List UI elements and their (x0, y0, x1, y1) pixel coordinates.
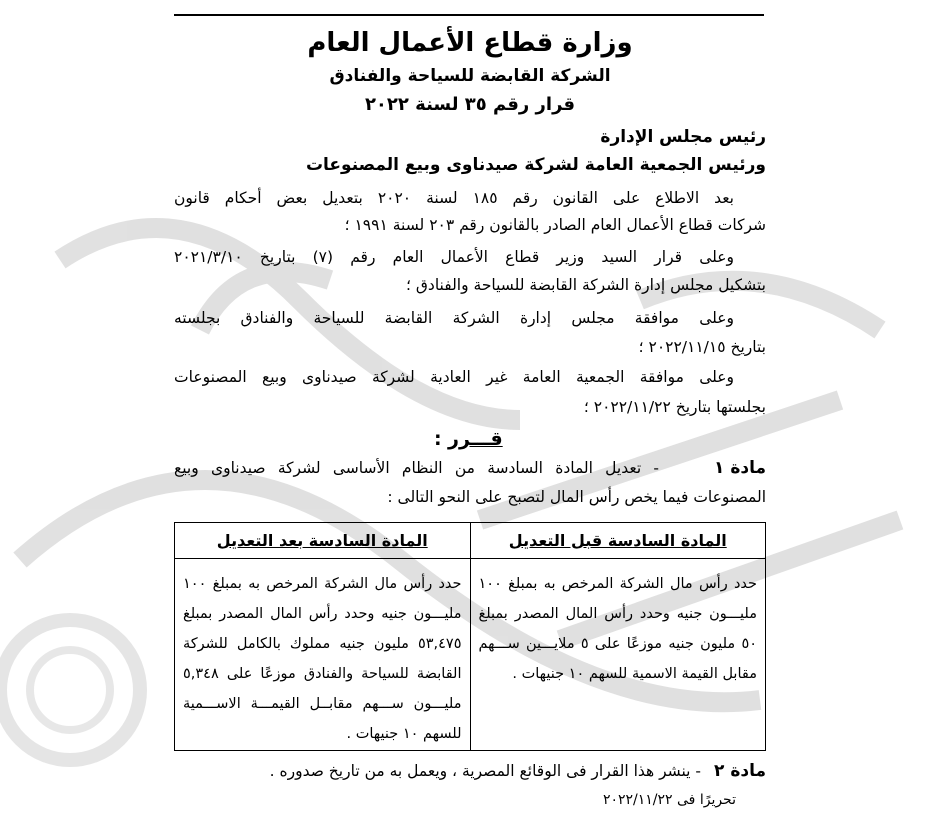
preamble-3-line-2: بتاريخ ٢٠٢٢/١١/١٥ ؛ (638, 338, 766, 356)
article-2-label: مادة ٢ (714, 761, 766, 781)
written-date: تحريرًا فى ٢٠٢٢/١١/٢٢ (602, 792, 736, 808)
header-before-amendment: المادة السادسة قبل التعديل (470, 523, 766, 559)
article-1-line-2: المصنوعات فيما يخص رأس المال لتصبح على النحو التالى : (387, 488, 766, 506)
preamble-1-line-1: بعد الاطلاع على القانون رقم ١٨٥ لسنة ٢٠٢٠ بتعديل بعض أحكام قانون (174, 189, 734, 207)
preamble-2-line-2: بتشكيل مجلس إدارة الشركة القابضة للسياحة والفنادق ؛ (406, 276, 766, 294)
preamble-3-line-1: وعلى موافقة مجلس إدارة الشركة القابضة للسياحة والفنادق بجلسته (174, 309, 734, 327)
issuer-line-2: ورئيس الجمعية العامة لشركة صيدناوى وبيع المصنوعات (305, 155, 766, 175)
article-2-text: - ينشر هذا القرار فى الوقائع المصرية ، ويعمل به من تاريخ صدوره . (269, 762, 701, 780)
company-name: الشركة القابضة للسياحة والفنادق (329, 66, 611, 86)
cell-before-amendment: حدد رأس مال الشركة المرخص به بمبلغ ١٠٠ مليـــون جنيه وحدد رأس المال المصدر بمبلغ ٥٠ مليون جنيه موزعًا على ٥ ملايـــين ســـهم مقابل القيمة الاسمية للسهم ١٠ جنيهات . (470, 559, 766, 751)
preamble-4-line-1: وعلى موافقة الجمعية العامة غير العادية لشركة صيدناوى وبيع المصنوعات (174, 368, 734, 386)
preamble-1-line-2: شركات قطاع الأعمال العام الصادر بالقانون رقم ٢٠٣ لسنة ١٩٩١ ؛ (344, 216, 766, 234)
preamble-4-line-2: بجلستها بتاريخ ٢٠٢٢/١١/٢٢ ؛ (583, 398, 766, 416)
preamble-2-line-1: وعلى قرار السيد وزير قطاع الأعمال العام رقم (٧) بتاريخ ٢٠٢١/٣/١٠ (174, 248, 735, 266)
header-after-amendment: المادة السادسة بعد التعديل (175, 523, 471, 559)
top-rule (174, 14, 764, 16)
comparison-table (174, 522, 766, 751)
decided-heading: قـــرر (448, 428, 503, 450)
article-1-label: مادة ١ (714, 458, 766, 478)
ministry-title: وزارة قطاع الأعمال العام (307, 28, 633, 58)
decided-colon: : (434, 428, 442, 450)
article-1-line-1: - تعديل المادة السادسة من النظام الأساسى لشركة صيدناوى وبيع (174, 459, 659, 477)
issuer-line-1: رئيس مجلس الإدارة (600, 127, 766, 147)
cell-after-amendment: حدد رأس مال الشركة المرخص به بمبلغ ١٠٠ مليـــون جنيه وحدد رأس المال المصدر بمبلغ ٥٣,٤٧٥ مليون جنيه مملوك بالكامل للشركة القابضة للسياحة والفنادق موزعًا على ٥,٣٤٨ مليـــون ســـهم مقابــل القيمـــة الاســـمية للسهم ١٠ جنيهات . (175, 559, 471, 751)
decree-title: قرار رقم ٣٥ لسنة ٢٠٢٢ (364, 94, 576, 115)
